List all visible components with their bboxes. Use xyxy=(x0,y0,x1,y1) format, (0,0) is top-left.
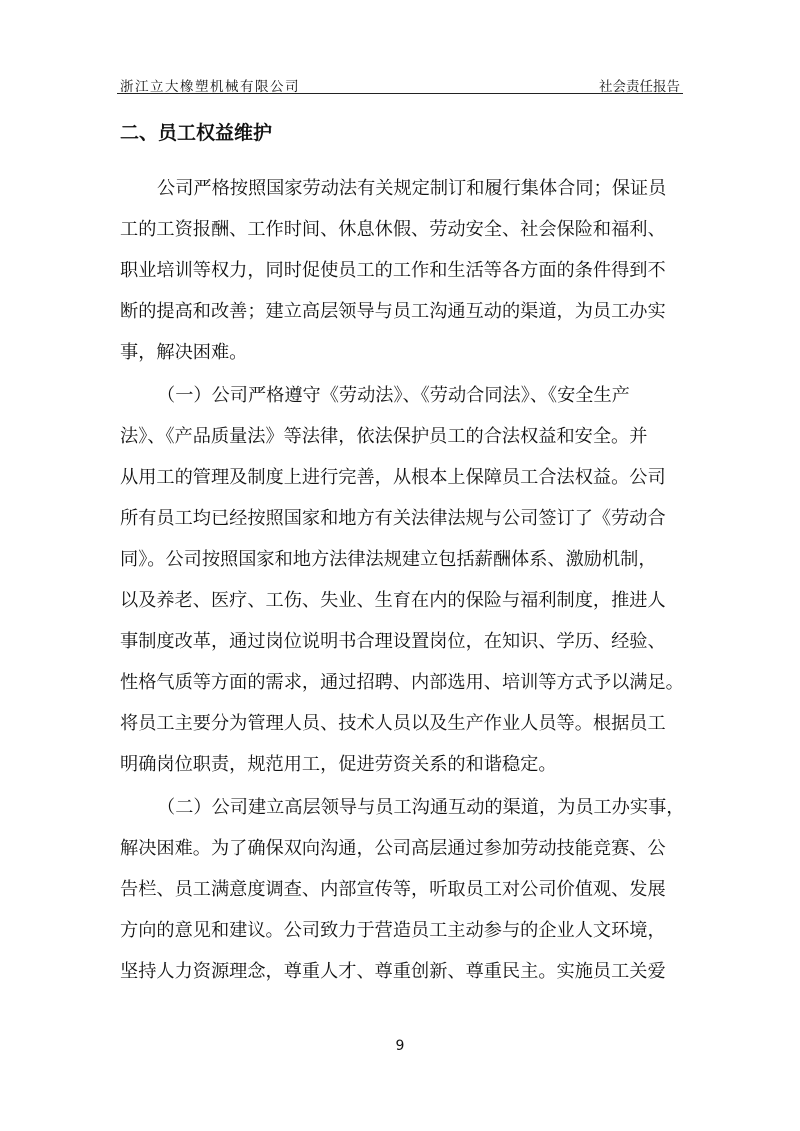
paragraph-line: 事，解决困难。 xyxy=(120,342,248,363)
paragraph-line: 职业培训等权力，同时促使员工的工作和生活等各方面的条件得到不 xyxy=(120,260,666,281)
section-title: 二、员工权益维护 xyxy=(120,122,273,144)
paragraph-line: 性格气质等方面的需求，通过招聘、内部选用、培训等方式予以满足。 xyxy=(120,672,684,693)
paragraph-line: 解决困难。为了确保双向沟通，公司高层通过参加劳动技能竞赛、公 xyxy=(120,838,666,859)
paragraph-line: 告栏、员工满意度调查、内部宣传等，听取员工对公司价值观、发展 xyxy=(120,879,666,900)
paragraph-line: 同》。公司按照国家和地方法律法规建立包括薪酬体系、激励机制， xyxy=(120,549,657,570)
paragraph-line: 方向的意见和建议。公司致力于营造员工主动参与的企业人文环境， xyxy=(120,920,666,941)
paragraph-line: （二）公司建立高层领导与员工沟通互动的渠道，为员工办实事， xyxy=(157,797,685,818)
paragraph-line: （一）公司严格遵守《劳动法》、《劳动合同法》、《安全生产 xyxy=(157,385,630,406)
paragraph-line: 从用工的管理及制度上进行完善，从根本上保障员工合法权益。公司 xyxy=(120,467,666,488)
header-report-title: 社会责任报告 xyxy=(599,79,680,95)
paragraph-line: 公司严格按照国家劳动法有关规定制订和履行集体合同；保证员 xyxy=(157,178,667,199)
header-company-name: 浙江立大橡塑机械有限公司 xyxy=(120,79,300,95)
page-number: 9 xyxy=(395,1038,405,1054)
paragraph-line: 断的提高和改善；建立高层领导与员工沟通互动的渠道，为员工办实 xyxy=(120,301,666,322)
paragraph-line: 事制度改革，通过岗位说明书合理设置岗位，在知识、学历、经验、 xyxy=(120,631,666,652)
paragraph-line: 以及养老、医疗、工伤、失业、生育在内的保险与福利制度，推进人 xyxy=(120,590,666,611)
paragraph-line: 将员工主要分为管理人员、技术人员以及生产作业人员等。根据员工 xyxy=(120,713,666,734)
paragraph-line: 法》、《产品质量法》等法律，依法保护员工的合法权益和安全。并 xyxy=(120,426,648,447)
header-divider xyxy=(117,93,683,94)
paragraph-line: 坚持人力资源理念，尊重人才、尊重创新、尊重民主。实施员工关爱 xyxy=(120,961,666,982)
paragraph-line: 工的工资报酬、工作时间、休息休假、劳动安全、社会保险和福利、 xyxy=(120,219,666,240)
paragraph-line: 所有员工均已经按照国家和地方有关法律法规与公司签订了《劳动合 xyxy=(120,508,666,529)
paragraph-line: 明确岗位职责，规范用工，促进劳资关系的和谐稳定。 xyxy=(120,754,557,775)
